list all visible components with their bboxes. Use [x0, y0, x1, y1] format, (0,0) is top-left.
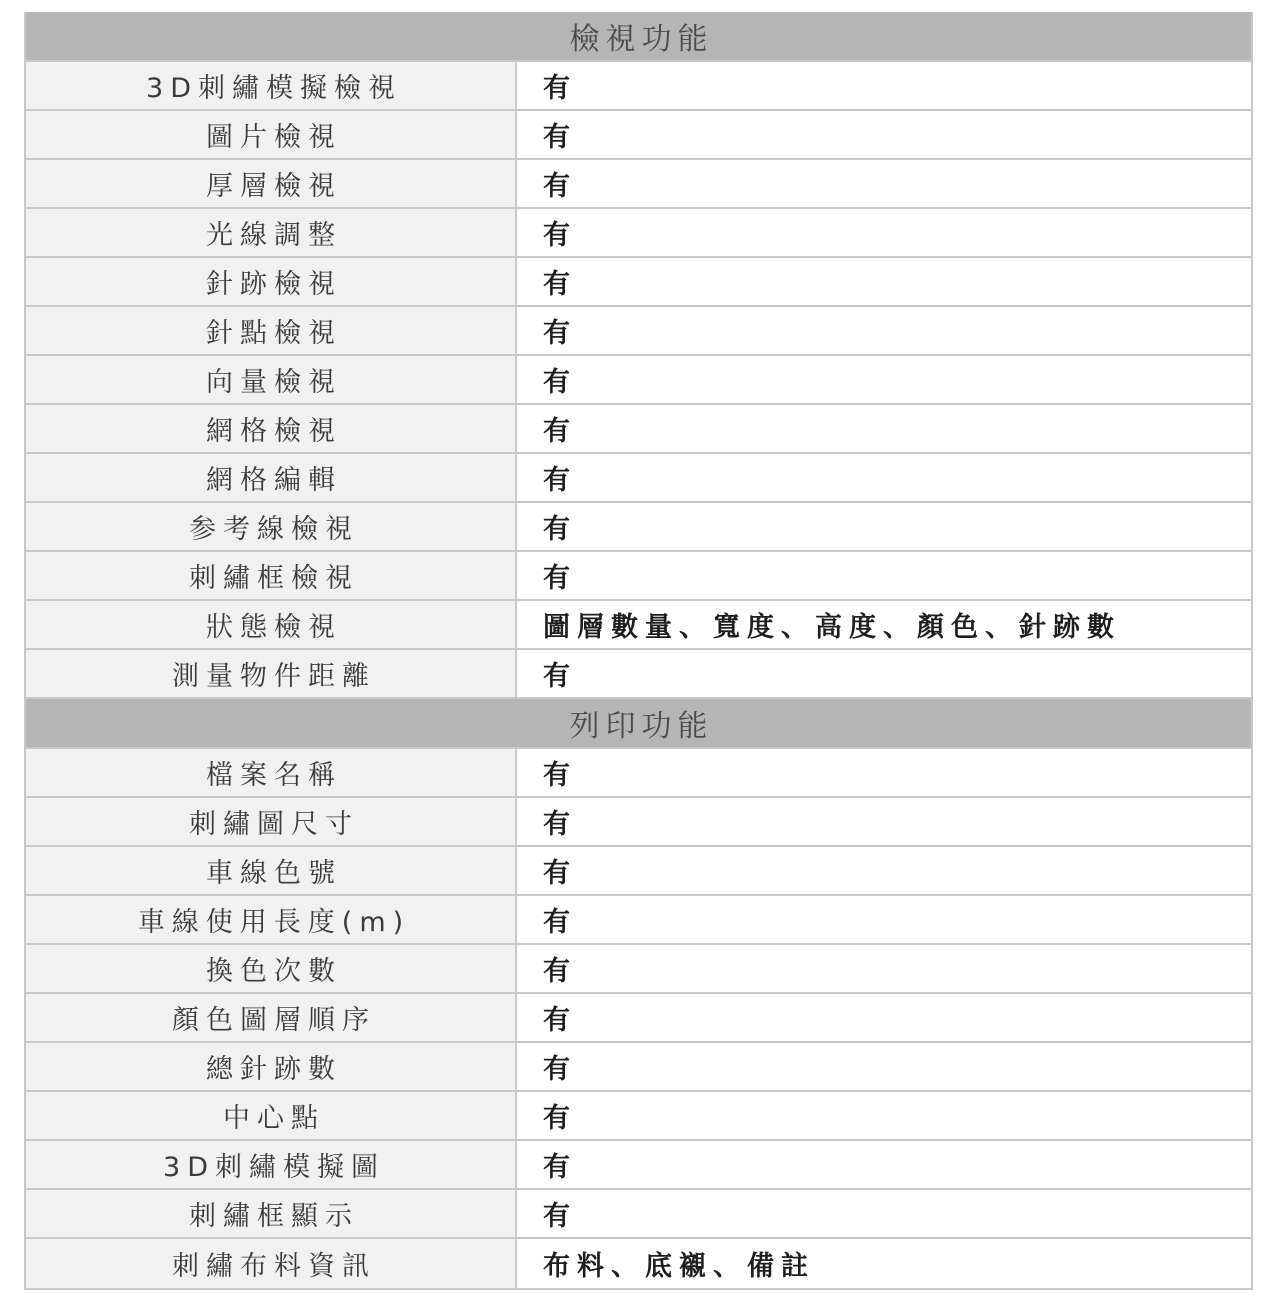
- feature-label-cell: [26, 1239, 517, 1288]
- feature-value: 有: [543, 171, 577, 202]
- table-row: [26, 503, 1251, 552]
- feature-value-cell: [517, 650, 1251, 697]
- feature-label-cell: [26, 994, 517, 1041]
- table-row: [26, 209, 1251, 258]
- feature-label-cell: [26, 160, 517, 207]
- feature-label: 網格編輯: [206, 465, 342, 496]
- feature-value-cell: [517, 307, 1251, 354]
- feature-label: 狀態檢視: [206, 612, 342, 643]
- feature-value-cell: [517, 552, 1251, 599]
- feature-label: 顏色圖層順序: [172, 1005, 376, 1036]
- feature-label: 測量物件距離: [172, 661, 376, 692]
- table-row: [26, 1092, 1251, 1141]
- table-row: [26, 798, 1251, 847]
- feature-label-cell: [26, 1141, 517, 1188]
- table-row: [26, 1239, 1251, 1288]
- feature-label: 換色次數: [206, 956, 342, 987]
- feature-value: 有: [543, 563, 577, 594]
- table-row: [26, 1043, 1251, 1092]
- feature-value-cell: [517, 503, 1251, 550]
- feature-value: 有: [543, 73, 577, 104]
- feature-label-cell: [26, 405, 517, 452]
- feature-value: 有: [543, 1103, 577, 1134]
- feature-value-cell: [517, 454, 1251, 501]
- feature-label-cell: [26, 650, 517, 697]
- feature-value-cell: [517, 847, 1251, 894]
- section-title: 列印功能: [569, 709, 714, 744]
- feature-label: 車線色號: [206, 858, 342, 889]
- feature-value-cell: [517, 749, 1251, 796]
- table-row: [26, 1141, 1251, 1190]
- table-row: [26, 896, 1251, 945]
- feature-label-cell: [26, 1092, 517, 1139]
- feature-label-cell: [26, 356, 517, 403]
- feature-value: 有: [543, 858, 577, 889]
- feature-value: 有: [543, 220, 577, 251]
- table-row: [26, 650, 1251, 699]
- feature-value-cell: [517, 405, 1251, 452]
- table-row: [26, 749, 1251, 798]
- feature-label-cell: [26, 749, 517, 796]
- feature-value-cell: [517, 1092, 1251, 1139]
- table-row: [26, 601, 1251, 650]
- feature-value-cell: [517, 258, 1251, 305]
- feature-value-cell: [517, 1141, 1251, 1188]
- feature-value-cell: [517, 111, 1251, 158]
- feature-value-cell: [517, 945, 1251, 992]
- feature-label: 刺繡框顯示: [189, 1201, 359, 1232]
- table-row: [26, 454, 1251, 503]
- feature-label-cell: [26, 209, 517, 256]
- feature-label-cell: [26, 601, 517, 648]
- feature-label: 3D刺繡模擬圖: [163, 1152, 385, 1183]
- feature-value-cell: [517, 160, 1251, 207]
- feature-value-cell: [517, 1239, 1251, 1288]
- feature-value: 有: [543, 1005, 577, 1036]
- feature-label: 刺繡框檢視: [189, 563, 359, 594]
- feature-label: 向量檢視: [206, 367, 342, 398]
- feature-label: 刺繡布料資訊: [172, 1251, 376, 1282]
- feature-value: 有: [543, 1054, 577, 1085]
- section-title: 檢視功能: [569, 22, 714, 57]
- feature-value: 有: [543, 416, 577, 447]
- feature-label-cell: [26, 1043, 517, 1090]
- feature-value-cell: [517, 356, 1251, 403]
- feature-value: 有: [543, 760, 577, 791]
- feature-label: 網格檢視: [206, 416, 342, 447]
- feature-label-cell: [26, 798, 517, 845]
- feature-value-cell: [517, 601, 1251, 648]
- section-header: [26, 12, 1251, 62]
- feature-value: 有: [543, 318, 577, 349]
- table-row: [26, 258, 1251, 307]
- feature-label: 檔案名稱: [206, 760, 342, 791]
- table-row: [26, 405, 1251, 454]
- table-row: [26, 160, 1251, 209]
- feature-label: 圖片檢視: [206, 122, 342, 153]
- table-row: [26, 1190, 1251, 1239]
- table-row: [26, 945, 1251, 994]
- feature-value: 有: [543, 465, 577, 496]
- feature-value-cell: [517, 1190, 1251, 1237]
- feature-value-cell: [517, 994, 1251, 1041]
- feature-value: 有: [543, 956, 577, 987]
- feature-table: [24, 12, 1253, 1290]
- feature-value: 有: [543, 1201, 577, 1232]
- feature-value-cell: [517, 798, 1251, 845]
- feature-value: 有: [543, 367, 577, 398]
- table-row: [26, 552, 1251, 601]
- feature-value: 有: [543, 809, 577, 840]
- table-row: [26, 356, 1251, 405]
- section-header: [26, 699, 1251, 749]
- feature-label-cell: [26, 552, 517, 599]
- feature-value: 有: [543, 661, 577, 692]
- feature-value: 有: [543, 907, 577, 938]
- feature-value-cell: [517, 209, 1251, 256]
- feature-value: 布料、底襯、備註: [543, 1251, 815, 1282]
- feature-label-cell: [26, 258, 517, 305]
- feature-label: 光線調整: [206, 220, 342, 251]
- feature-label-cell: [26, 111, 517, 158]
- feature-value-cell: [517, 1043, 1251, 1090]
- feature-value: 圖層數量、寬度、高度、顏色、針跡數: [543, 612, 1121, 643]
- feature-value: 有: [543, 269, 577, 300]
- feature-label: 刺繡圖尺寸: [189, 809, 359, 840]
- feature-label: 厚層檢視: [206, 171, 342, 202]
- table-row: [26, 111, 1251, 160]
- feature-value: 有: [543, 514, 577, 545]
- table-row: [26, 62, 1251, 111]
- table-row: [26, 307, 1251, 356]
- feature-value: 有: [543, 122, 577, 153]
- feature-label-cell: [26, 896, 517, 943]
- table-row: [26, 847, 1251, 896]
- feature-label: 3D刺繡模擬檢視: [146, 73, 402, 104]
- feature-label: 車線使用長度(m): [137, 907, 411, 938]
- feature-value-cell: [517, 896, 1251, 943]
- feature-label: 總針跡數: [206, 1054, 342, 1085]
- feature-label-cell: [26, 503, 517, 550]
- feature-label: 参考線檢視: [189, 514, 359, 545]
- feature-label-cell: [26, 454, 517, 501]
- feature-value: 有: [543, 1152, 577, 1183]
- feature-label-cell: [26, 1190, 517, 1237]
- feature-label-cell: [26, 307, 517, 354]
- feature-label-cell: [26, 847, 517, 894]
- feature-label-cell: [26, 945, 517, 992]
- feature-label: 中心點: [223, 1103, 325, 1134]
- feature-label-cell: [26, 62, 517, 109]
- feature-value-cell: [517, 62, 1251, 109]
- table-row: [26, 994, 1251, 1043]
- feature-label: 針跡檢視: [206, 269, 342, 300]
- feature-label: 針點檢視: [206, 318, 342, 349]
